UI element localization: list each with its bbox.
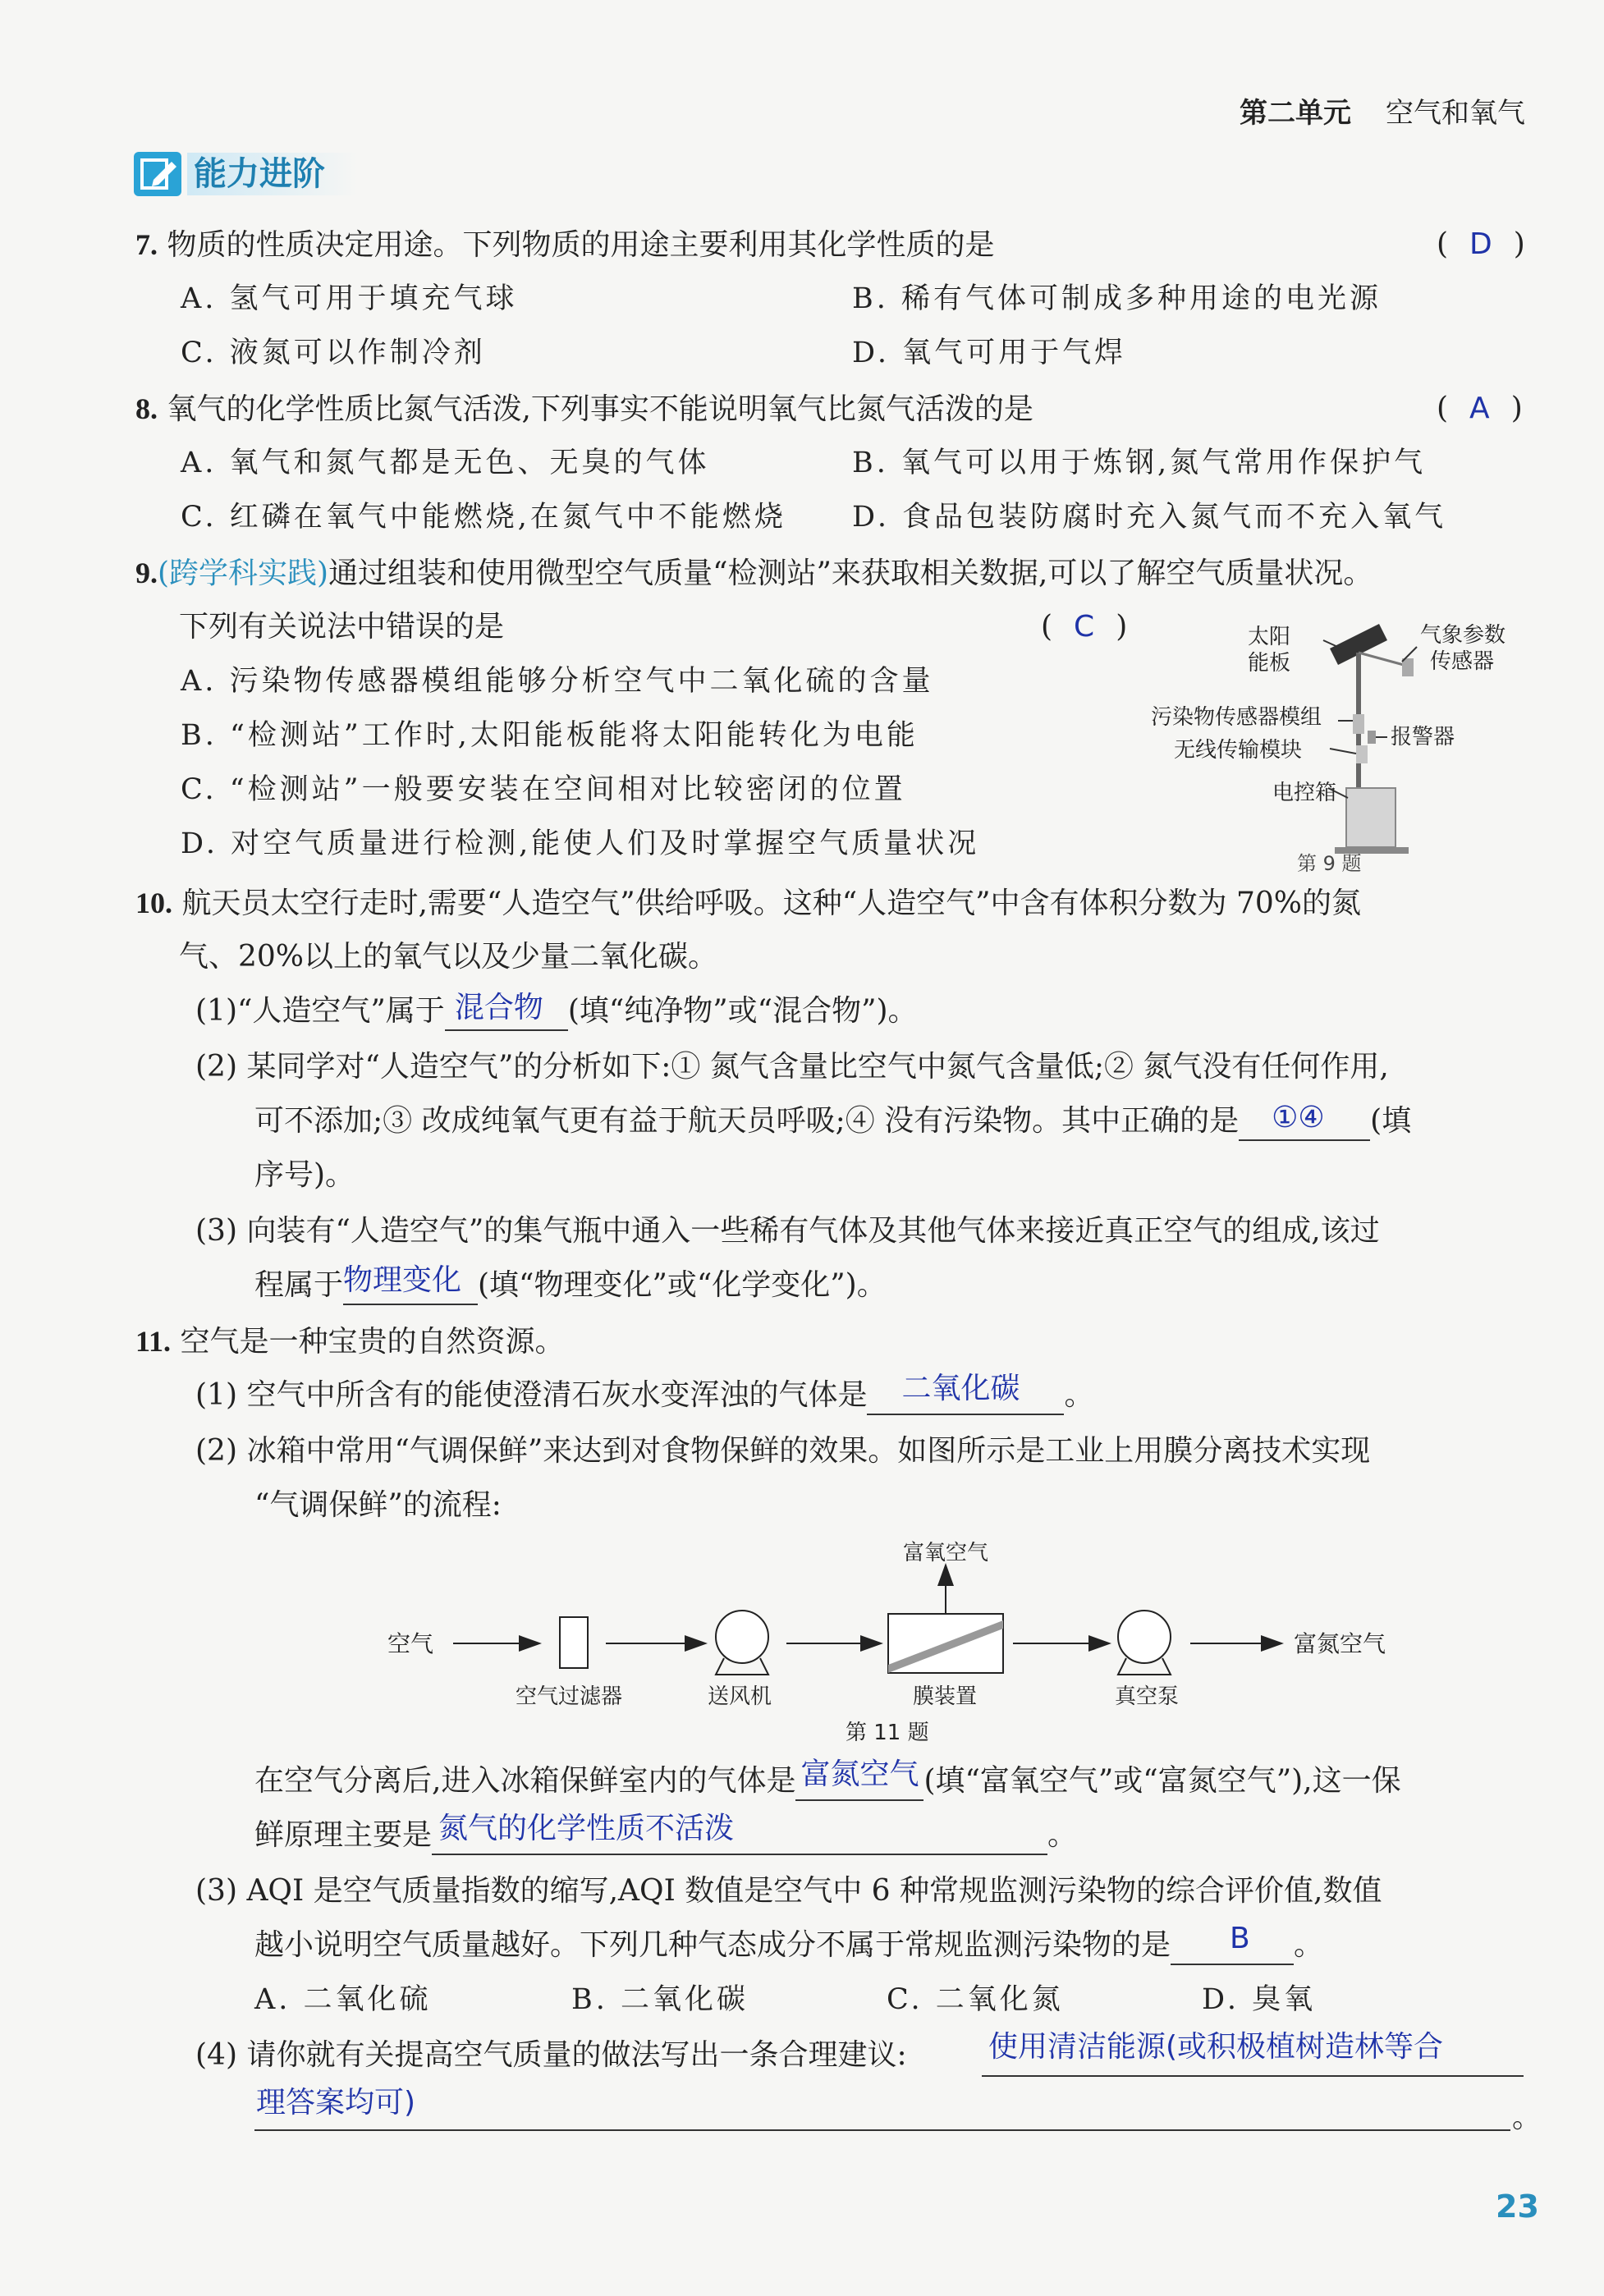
question-stem: 物质的性质决定用途。下列物质的用途主要利用其化学性质的是 xyxy=(167,228,995,262)
label-alarm: 报警器 xyxy=(1391,725,1455,749)
label-pollutant-module: 污染物传感器模组 xyxy=(1151,705,1322,730)
question-stem-2: 下列有关说法中错误的是 xyxy=(179,610,505,644)
air-filter xyxy=(560,1617,588,1668)
label-wireless-module: 无线传输模块 xyxy=(1174,738,1303,763)
pencil-icon xyxy=(134,152,181,196)
option-d: D. 臭氧 xyxy=(1202,1983,1317,2016)
answer-value: D xyxy=(1469,227,1492,261)
q10-part3-line1: (3) 向装有“人造空气”的集气瓶中通入一些稀有气体及其他气体来接近真正空气的组成,该过 xyxy=(195,1214,1380,1248)
option-a: A. 污染物传感器模组能够分析空气中二氧化硫的含量 xyxy=(181,665,934,698)
option-b: B. 氧气可以用于炼钢,氮气常用作保护气 xyxy=(852,447,1427,479)
option-d: D. 食品包装防腐时充入氮气而不充入氧气 xyxy=(852,501,1447,534)
question-stem: 氧气的化学性质比氮气活泼,下列事实不能说明氧气比氮气活泼的是 xyxy=(167,392,1033,426)
question-number: 10. xyxy=(135,887,172,919)
q11-part3-line2: 越小说明空气质量越好。下列几种气态成分不属于常规监测污染物的是 B 。 xyxy=(254,1926,1323,1965)
answer-bracket: ( A ) xyxy=(1437,392,1523,425)
unit-topic: 空气和氧气 xyxy=(1386,97,1525,130)
answer-line xyxy=(254,2129,1510,2131)
question-number: 7. xyxy=(135,228,158,261)
question-stem: 空气是一种宝贵的自然资源。 xyxy=(180,1325,565,1359)
answer-value: 氮气的化学性质不活泼 xyxy=(438,1812,735,1845)
label-weather-2: 传感器 xyxy=(1430,649,1495,674)
flow-diagram xyxy=(378,1535,1412,1716)
option-c: C. 液氮可以作制冷剂 xyxy=(181,337,486,369)
answer-value: B xyxy=(1230,1922,1250,1955)
question-stem: 通过组装和使用微型空气质量“检测站”来获取相关数据,可以了解空气质量状况。 xyxy=(328,557,1373,590)
control-box xyxy=(1346,788,1395,847)
q11-part1: (1) 空气中所含有的能使澄清石灰水变浑浊的气体是 二氧化碳 。 xyxy=(195,1376,1093,1415)
option-c: C. “检测站”一般要安装在空间相对比较密闭的位置 xyxy=(181,773,906,806)
monitoring-station-figure xyxy=(1141,616,1551,878)
q11-part2-after1: 在空气分离后,进入冰箱保鲜室内的气体是 富氮空气 (填“富氧空气”或“富氮空气”),这一保 xyxy=(254,1762,1401,1801)
label-solar-panel-2: 能板 xyxy=(1248,651,1291,676)
label-control-box: 电控箱 xyxy=(1272,781,1337,805)
q11-part2-line2: “气调保鲜”的流程: xyxy=(254,1488,502,1522)
option-a: A. 二氧化硫 xyxy=(254,1983,432,2016)
answer-value: 富氮空气 xyxy=(800,1758,919,1791)
flow-input-label: 空气 xyxy=(387,1630,434,1657)
option-b: B. “检测站”工作时,太阳能板能将太阳能转化为电能 xyxy=(181,719,919,752)
q10-part1: (1)“人造空气”属于 混合物 (填“纯净物”或“混合物”)。 xyxy=(195,992,918,1031)
q11-part2-line1: (2) 冰箱中常用“气调保鲜”来达到对食物保鲜的效果。如图所示是工业上用膜分离技术实现 xyxy=(195,1434,1371,1468)
answer-bracket: ( D ) xyxy=(1437,227,1525,261)
page-number: 23 xyxy=(1496,2188,1539,2225)
q10-part2-line1: (2) 某同学对“人造空气”的分析如下:① 氮气含量比空气中氮气含量低;② 氮气没有任何作用, xyxy=(195,1050,1389,1084)
question-number: 11. xyxy=(135,1325,172,1358)
option-d: D. 氧气可用于气焊 xyxy=(852,337,1127,369)
question-stem: 航天员太空行走时,需要“人造空气”供给呼吸。这种“人造空气”中含有体积分数为 70%的氮 xyxy=(181,887,1361,920)
answer-value: 理答案均可) xyxy=(256,2086,416,2120)
flow-output-label: 富氮空气 xyxy=(1294,1630,1386,1657)
option-d: D. 对空气质量进行检测,能使人们及时掌握空气质量状况 xyxy=(181,827,980,860)
answer-value: ①④ xyxy=(1272,1101,1325,1134)
answer-value: 二氧化碳 xyxy=(901,1372,1020,1405)
answer-line xyxy=(982,2075,1524,2077)
answer-value: 物理变化 xyxy=(343,1263,462,1297)
figure-caption: 第 9 题 xyxy=(1297,852,1362,875)
unit-title: 第二单元 xyxy=(1240,97,1351,130)
option-a: A. 氧气和氮气都是无色、无臭的气体 xyxy=(181,447,710,479)
diagram-caption: 第 11 题 xyxy=(846,1721,929,1745)
answer-value: A xyxy=(1469,392,1490,425)
question-stem-2: 气、20%以上的氧气以及少量二氧化碳。 xyxy=(179,940,718,974)
question-tag: (跨学科实践) xyxy=(158,557,329,590)
blower xyxy=(716,1611,768,1663)
option-c: C. 红磷在氧气中能燃烧,在氮气中不能燃烧 xyxy=(181,501,786,534)
flow-pump-label: 真空泵 xyxy=(1115,1684,1180,1709)
option-a: A. 氢气可用于填充气球 xyxy=(181,282,518,315)
option-c: C. 二氧化氮 xyxy=(887,1983,1064,2016)
label-solar-panel-1: 太阳 xyxy=(1248,625,1291,649)
q11-part4-line1: (4) 请你就有关提高空气质量的做法写出一条合理建议: xyxy=(195,2038,907,2072)
section-title: 能力进阶 xyxy=(187,153,358,195)
q11-part3-line1: (3) AQI 是空气质量指数的缩写,AQI 数值是空气中 6 种常规监测污染物的综合评价值,数值 xyxy=(195,1874,1382,1908)
label-weather-1: 气象参数 xyxy=(1420,623,1506,648)
question-number: 8. xyxy=(135,392,158,425)
flow-membrane-label: 膜装置 xyxy=(913,1684,978,1709)
answer-value: 使用清洁能源(或积极植树造林等合 xyxy=(988,2030,1444,2064)
answer-bracket: ( C ) xyxy=(1041,610,1128,644)
answer-value: C xyxy=(1074,610,1095,644)
q10-part2-line3: 序号)。 xyxy=(254,1158,355,1192)
q10-part3-line2: 程属于 物理变化 (填“物理变化”或“化学变化”)。 xyxy=(254,1266,887,1305)
flow-top-output-label: 富氧空气 xyxy=(903,1541,989,1565)
flow-fan-label: 送风机 xyxy=(708,1684,772,1709)
q10-part2-line2: 可不添加;③ 改成纯氧气更有益于航天员呼吸;④ 没有污染物。其中正确的是 ①④ (填 xyxy=(254,1102,1411,1141)
question-number: 9. xyxy=(135,557,158,589)
answer-value: 混合物 xyxy=(454,991,543,1024)
flow-filter-label: 空气过滤器 xyxy=(516,1684,623,1709)
vacuum-pump xyxy=(1118,1611,1171,1663)
period: 。 xyxy=(1512,2101,1542,2134)
option-b: B. 二氧化碳 xyxy=(571,1983,749,2016)
q11-part2-after2: 鲜原理主要是 氮气的化学性质不活泼 。 xyxy=(254,1816,1077,1855)
option-b: B. 稀有气体可制成多种用途的电光源 xyxy=(852,282,1382,315)
